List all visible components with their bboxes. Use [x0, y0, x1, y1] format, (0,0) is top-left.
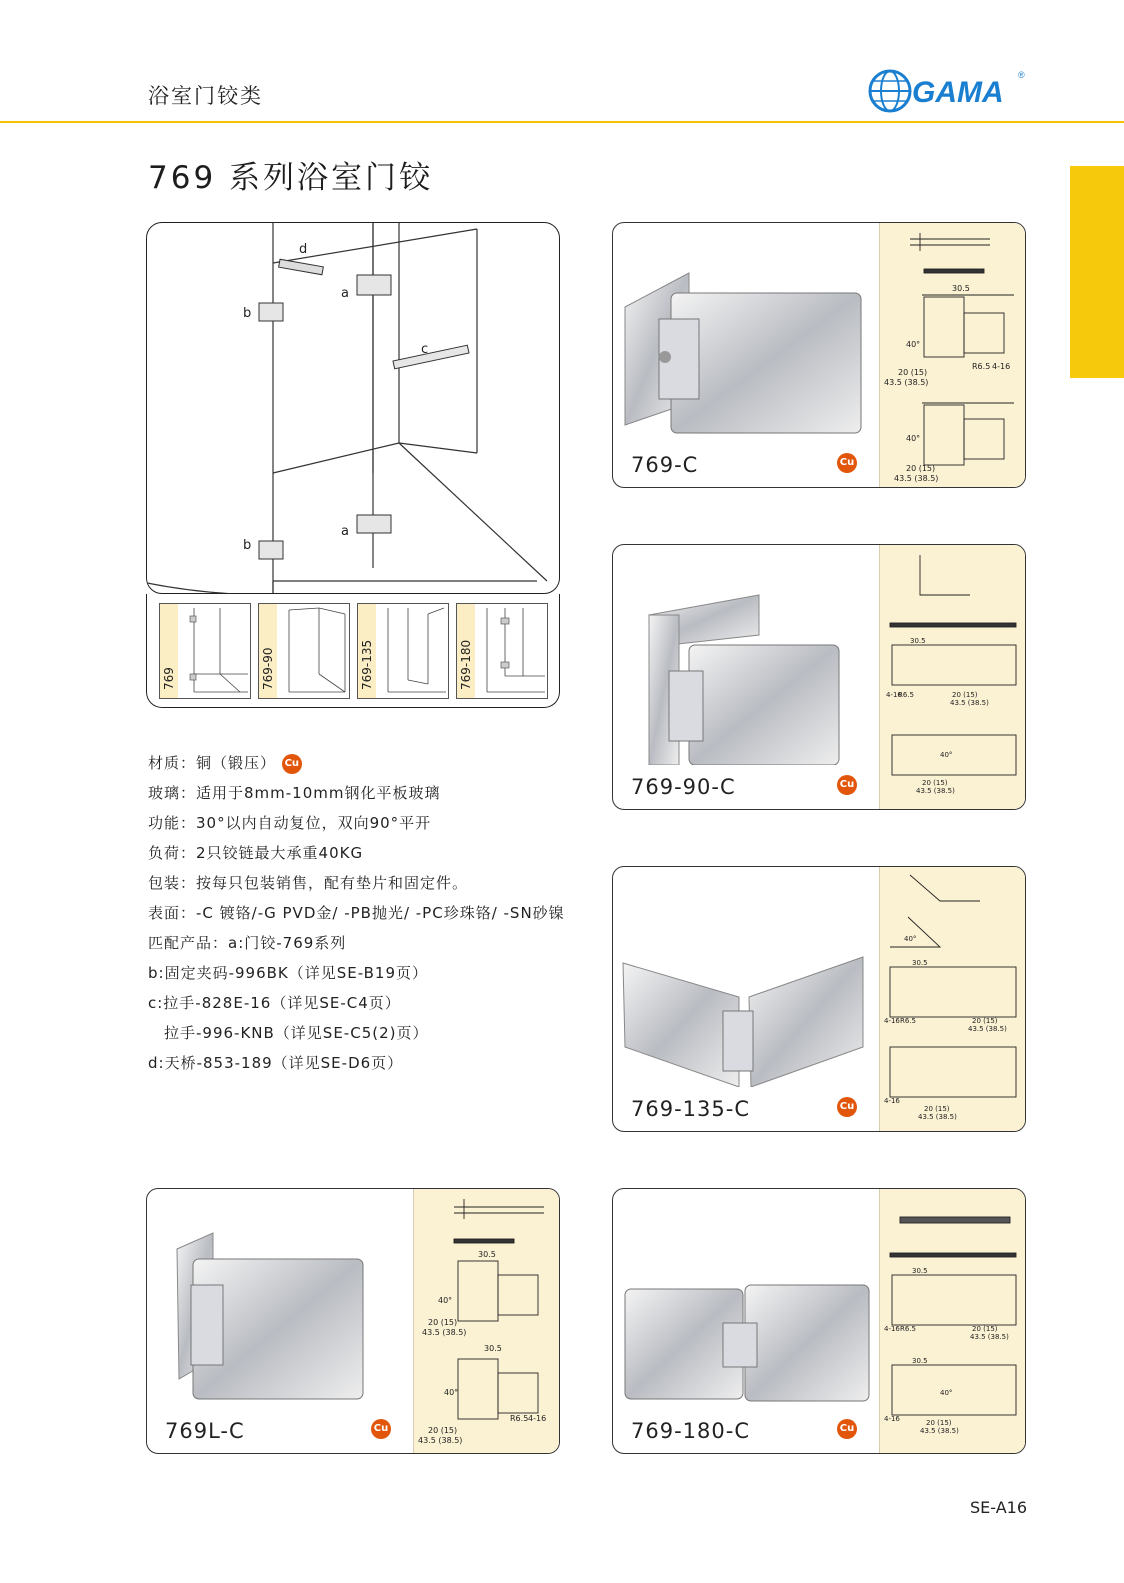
svg-text:4-16: 4-16	[992, 362, 1011, 371]
header-divider	[0, 121, 1124, 123]
model-number: 769-C	[631, 453, 699, 477]
svg-text:30.5: 30.5	[912, 1357, 928, 1365]
svg-text:®: ®	[1018, 70, 1025, 80]
hinge-photo	[619, 897, 879, 1087]
hinge-photo	[619, 253, 879, 443]
svg-text:43.5 (38.5): 43.5 (38.5)	[894, 474, 939, 483]
shower-enclosure-drawing	[147, 223, 560, 594]
label-a-top: a	[341, 286, 349, 301]
spec-function: 功能：30°以内自动复位，双向90°平开	[148, 814, 432, 832]
hinge-photo	[153, 1219, 413, 1409]
svg-text:4-16: 4-16	[528, 1414, 547, 1423]
label-a-bottom: a	[341, 524, 349, 539]
svg-text:43.5 (38.5): 43.5 (38.5)	[950, 699, 989, 707]
spec-list	[148, 748, 565, 1078]
section-tab	[1070, 166, 1124, 378]
svg-text:43.5 (38.5): 43.5 (38.5)	[968, 1025, 1007, 1033]
hinge-photo	[619, 1219, 879, 1409]
spec-matching-d: d:天桥-853-189（详见SE-D6页）	[148, 1054, 404, 1072]
svg-text:30.5: 30.5	[912, 1267, 928, 1275]
svg-text:30.5: 30.5	[478, 1250, 496, 1259]
svg-text:20 (15): 20 (15)	[926, 1419, 952, 1427]
model-number: 769-90-C	[631, 775, 736, 799]
svg-text:4-16: 4-16	[884, 1325, 900, 1333]
svg-text:43.5 (38.5): 43.5 (38.5)	[970, 1333, 1009, 1341]
spec-matching-a: 匹配产品：a:门铰-769系列	[148, 934, 347, 952]
label-d: d	[299, 242, 308, 257]
svg-text:R6.5: R6.5	[972, 362, 991, 371]
product-card-769-c	[612, 222, 1026, 488]
technical-drawing	[879, 1189, 1025, 1453]
cu-icon: Cu	[837, 1419, 857, 1439]
hinge-photo	[619, 575, 879, 765]
svg-text:R6.5: R6.5	[900, 1017, 916, 1025]
spec-material: 材质：铜（锻压） Cu	[148, 748, 565, 778]
svg-text:4-16: 4-16	[884, 1415, 900, 1423]
svg-text:20 (15): 20 (15)	[972, 1017, 998, 1025]
cu-icon: Cu	[371, 1419, 391, 1439]
cu-icon: Cu	[837, 453, 857, 473]
svg-text:43.5 (38.5): 43.5 (38.5)	[916, 787, 955, 795]
svg-text:40°: 40°	[940, 751, 953, 759]
variant-thumbnails	[146, 594, 560, 708]
svg-text:30.5: 30.5	[912, 959, 928, 967]
label-b-top: b	[243, 306, 252, 321]
svg-text:40°: 40°	[940, 1389, 953, 1397]
technical-drawing	[879, 867, 1025, 1131]
product-card-769-90-c	[612, 544, 1026, 810]
technical-drawing	[879, 545, 1025, 809]
product-card-769l-c	[146, 1188, 560, 1454]
product-card-769-135-c	[612, 866, 1026, 1132]
label-b-bottom: b	[243, 538, 252, 553]
spec-finish: 表面：-C 镀铬/-G PVD金/ -PB抛光/ -PC珍珠铬/ -SN砂镍	[148, 904, 565, 922]
svg-text:R6.5: R6.5	[898, 691, 914, 699]
svg-text:R6.5: R6.5	[900, 1325, 916, 1333]
svg-text:20 (15): 20 (15)	[898, 368, 928, 377]
svg-text:4-16: 4-16	[886, 691, 902, 699]
installation-illustration	[146, 222, 560, 594]
model-number: 769-135-C	[631, 1097, 750, 1121]
svg-text:40°: 40°	[438, 1296, 453, 1305]
category-title: 浴室门铰类	[148, 84, 263, 108]
svg-text:GAMA: GAMA	[912, 76, 1004, 109]
gama-logo	[868, 64, 1028, 118]
svg-text:43.5 (38.5): 43.5 (38.5)	[418, 1436, 463, 1445]
svg-text:30.5: 30.5	[952, 284, 970, 293]
svg-text:20 (15): 20 (15)	[972, 1325, 998, 1333]
svg-text:20 (15): 20 (15)	[428, 1426, 458, 1435]
thumb-769-90: 769-90	[258, 603, 350, 699]
product-card-769-180-c	[612, 1188, 1026, 1454]
svg-text:30.5: 30.5	[484, 1344, 502, 1353]
svg-text:40°: 40°	[906, 434, 921, 443]
spec-glass: 玻璃：适用于8mm-10mm钢化平板玻璃	[148, 784, 441, 802]
svg-text:20 (15): 20 (15)	[952, 691, 978, 699]
svg-text:40°: 40°	[904, 935, 917, 943]
svg-text:4-16: 4-16	[884, 1097, 900, 1105]
spec-packing: 包装：按每只包装销售，配有垫片和固定件。	[148, 874, 469, 892]
label-c: c	[421, 342, 429, 357]
svg-text:40°: 40°	[906, 340, 921, 349]
svg-text:20 (15): 20 (15)	[428, 1318, 458, 1327]
spec-matching-c1: c:拉手-828E-16（详见SE-C4页）	[148, 994, 401, 1012]
cu-icon: Cu	[282, 754, 302, 774]
technical-drawing	[879, 223, 1025, 487]
svg-text:43.5 (38.5): 43.5 (38.5)	[918, 1113, 957, 1121]
cu-icon: Cu	[837, 1097, 857, 1117]
page-number: SE-A16	[970, 1498, 1027, 1517]
svg-text:43.5 (38.5): 43.5 (38.5)	[920, 1427, 959, 1435]
spec-matching-c2: 拉手-996-KNB（详见SE-C5(2)页）	[148, 1024, 429, 1042]
technical-drawing	[413, 1189, 559, 1453]
cu-icon: Cu	[837, 775, 857, 795]
svg-text:20 (15): 20 (15)	[924, 1105, 950, 1113]
svg-text:43.5 (38.5): 43.5 (38.5)	[884, 378, 929, 387]
svg-text:20 (15): 20 (15)	[906, 464, 936, 473]
spec-matching-b: b:固定夹码-996BK（详见SE-B19页）	[148, 964, 429, 982]
svg-text:R6.5: R6.5	[510, 1414, 529, 1423]
thumb-769-180: 769-180	[456, 603, 548, 699]
svg-text:30.5: 30.5	[910, 637, 926, 645]
svg-text:4-16: 4-16	[884, 1017, 900, 1025]
thumb-769-135: 769-135	[357, 603, 449, 699]
svg-text:20 (15): 20 (15)	[922, 779, 948, 787]
thumb-769: 769	[159, 603, 251, 699]
model-number: 769-180-C	[631, 1419, 750, 1443]
spec-load: 负荷：2只铰链最大承重40KG	[148, 844, 364, 862]
model-number: 769L-C	[165, 1419, 245, 1443]
svg-text:40°: 40°	[444, 1388, 459, 1397]
svg-text:43.5 (38.5): 43.5 (38.5)	[422, 1328, 467, 1337]
page-title: 769 系列浴室门铰	[148, 160, 434, 196]
